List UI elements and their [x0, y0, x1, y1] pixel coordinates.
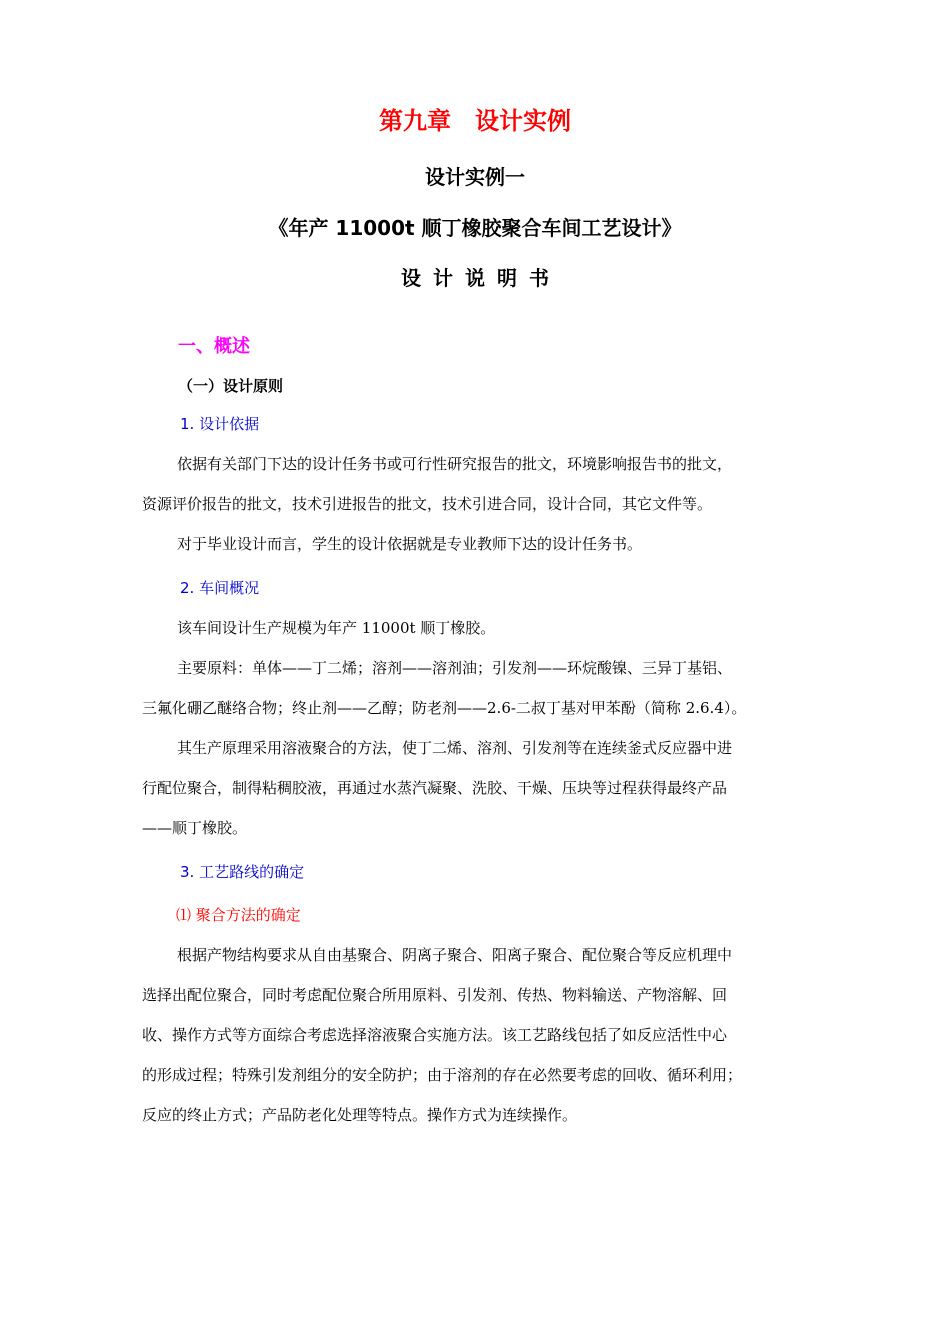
- item-heading-workshop-overview: 2. 车间概况: [180, 579, 260, 597]
- paragraph-line: 资源评价报告的批文，技术引进报告的批文，技术引进合同，设计合同，其它文件等。: [142, 495, 713, 513]
- paragraph-line: 反应的终止方式；产品防老化处理等特点。操作方式为连续操作。: [142, 1106, 578, 1124]
- paragraph-line: 三氟化硼乙醚络合物；终止剂——乙醇；防老剂——2.6-二叔丁基对甲苯酚（简称 2.6.4）。: [142, 699, 747, 717]
- item-heading-process-route: 3. 工艺路线的确定: [180, 863, 305, 881]
- paragraph-design-basis: [142, 444, 832, 524]
- document-type-title: 设计说明书: [401, 266, 561, 290]
- chapter-title: 第九章 设计实例: [379, 107, 571, 135]
- paragraph-line: 的形成过程；特殊引发剂组分的安全防护；由于溶剂的存在必然要考虑的回收、循环利用；: [142, 1066, 743, 1084]
- paragraph-line: 收、操作方式等方面综合考虑选择溶液聚合实施方法。该工艺路线包括了如反应活性中心: [142, 1026, 728, 1044]
- paragraph-production-principle: [142, 728, 832, 848]
- section-heading-overview: 一、概述: [178, 336, 250, 357]
- paragraph-production-scale: [142, 608, 832, 648]
- paragraph-line: 其生产原理采用溶液聚合的方法，使丁二烯、溶剂、引发剂等在连续釜式反应器中进: [177, 739, 733, 757]
- paragraph-line: 对于毕业设计而言，学生的设计依据就是专业教师下达的设计任务书。: [177, 535, 643, 553]
- example-subtitle: 设计实例一: [425, 165, 525, 189]
- paragraph-line: 根据产物结构要求从自由基聚合、阴离子聚合、阳离子聚合、配位聚合等反应机理中: [177, 946, 733, 964]
- subitem-heading-polymerization-method: ⑴ 聚合方法的确定: [176, 906, 301, 924]
- paragraph-polymerization-method: [142, 935, 832, 1135]
- paragraph-line: 依据有关部门下达的设计任务书或可行性研究报告的批文，环境影响报告书的批文，: [177, 455, 733, 473]
- project-title: 《年产 11000t 顺丁橡胶聚合车间工艺设计》: [268, 216, 682, 240]
- paragraph-line: 行配位聚合，制得粘稠胶液，再通过水蒸汽凝聚、洗胶、干燥、压块等过程获得最终产品: [142, 779, 728, 797]
- subsection-heading-design-principles: （一）设计原则: [178, 377, 284, 395]
- paragraph-graduation-design: [142, 524, 832, 564]
- paragraph-line: 主要原料：单体——丁二烯；溶剂——溶剂油；引发剂——环烷酸镍、三异丁基铝、: [177, 659, 733, 677]
- item-heading-design-basis: 1. 设计依据: [180, 415, 260, 433]
- paragraph-line: 选择出配位聚合，同时考虑配位聚合所用原料、引发剂、传热、物料输送、产物溶解、回: [142, 986, 728, 1004]
- paragraph-line: 该车间设计生产规模为年产 11000t 顺丁橡胶。: [177, 619, 496, 637]
- paragraph-line: ——顺丁橡胶。: [142, 819, 248, 837]
- paragraph-raw-materials: [142, 648, 832, 728]
